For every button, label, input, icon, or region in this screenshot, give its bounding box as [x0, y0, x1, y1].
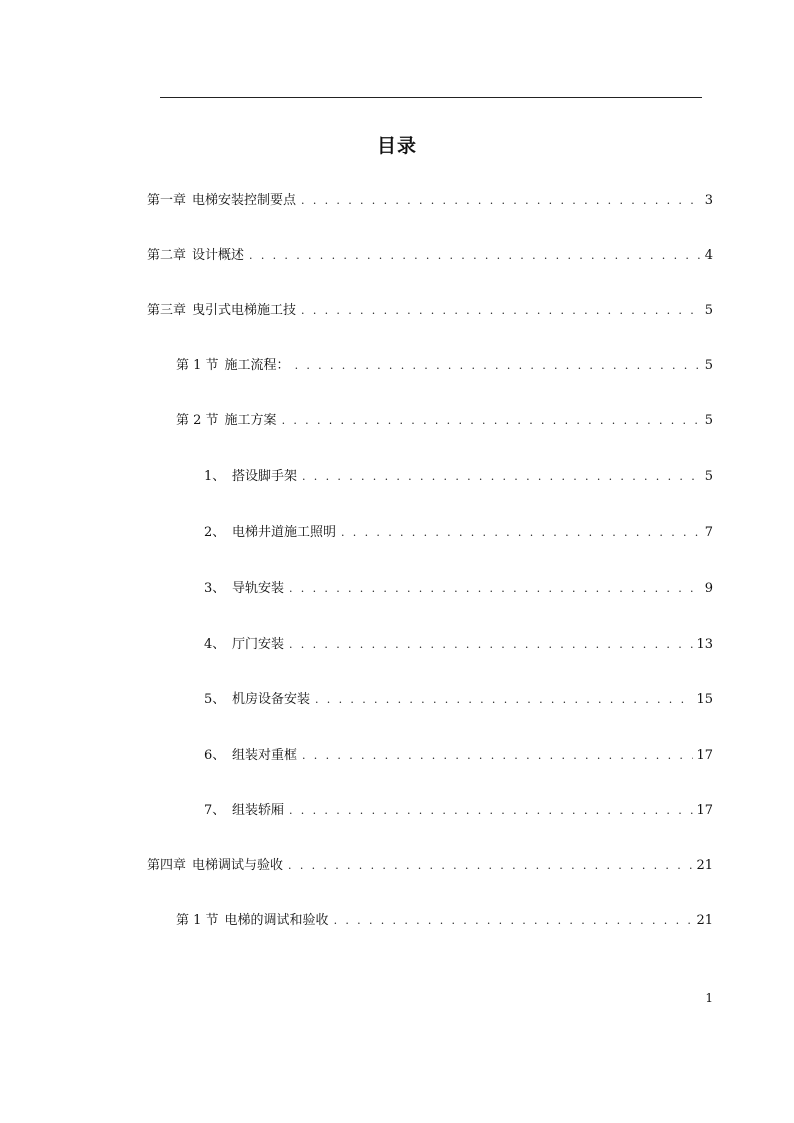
toc-entry-page: 5: [704, 358, 713, 373]
toc-leader-dots: [302, 468, 702, 486]
toc-entry-label: 厅门安装: [232, 637, 285, 652]
toc-leader-dots: [315, 691, 693, 709]
toc-title: 目录: [376, 135, 417, 157]
toc-entry-number: 1、: [204, 469, 226, 484]
toc-entry-item-7[interactable]: [204, 802, 713, 820]
toc-entry-label: 曳引式电梯施工技: [192, 303, 297, 318]
toc-entry-page: 13: [696, 637, 713, 652]
toc-entry-page: 9: [704, 581, 713, 596]
toc-entry-page: 21: [696, 913, 713, 928]
toc-entry-number: 第 1 节: [176, 358, 219, 373]
toc-entry-number: 第四章: [147, 858, 187, 873]
toc-entry-page: 4: [704, 248, 713, 263]
toc-leader-dots: [289, 636, 693, 654]
toc-entry-page: 5: [704, 413, 713, 428]
toc-entry-page: 7: [704, 525, 713, 540]
toc-entry-label: 电梯的调试和验收: [224, 913, 329, 928]
toc-entry-page: 5: [704, 469, 713, 484]
toc-entry-number: 第二章: [147, 248, 187, 263]
toc-entry-section-3-1[interactable]: [176, 357, 713, 375]
toc-leader-dots: [302, 747, 693, 765]
toc-entry-label: 导轨安装: [232, 581, 285, 596]
toc-entry-number: 5、: [204, 692, 226, 707]
toc-entry-label: 施工方案: [224, 413, 277, 428]
toc-entry-number: 3、: [204, 581, 226, 596]
toc-entry-label: 搭设脚手架: [232, 469, 298, 484]
toc-entry-section-4-1[interactable]: [176, 912, 713, 930]
toc-entry-chapter-4[interactable]: [147, 857, 713, 875]
toc-entry-page: 3: [704, 193, 713, 208]
toc-entry-number: 7、: [204, 803, 226, 818]
toc-entry-label: 电梯井道施工照明: [232, 525, 337, 540]
toc-leader-dots: [301, 302, 702, 320]
toc-entry-chapter-1[interactable]: [147, 192, 713, 210]
toc-entry-number: 第 2 节: [176, 413, 219, 428]
toc-entry-number: 2、: [204, 525, 226, 540]
toc-leader-dots: [288, 857, 693, 875]
page-number: 1: [705, 991, 713, 1005]
toc-entry-item-4[interactable]: [204, 636, 713, 654]
toc-entry-item-1[interactable]: [204, 468, 713, 486]
toc-entry-number: 6、: [204, 748, 226, 763]
toc-entry-label: 组装对重框: [232, 748, 298, 763]
toc-entry-number: 第 1 节: [176, 913, 219, 928]
toc-leader-dots: [282, 412, 702, 430]
toc-entry-label: 电梯安装控制要点: [192, 193, 297, 208]
toc-entry-number: 4、: [204, 637, 226, 652]
toc-leader-dots: [295, 357, 702, 375]
toc-leader-dots: [301, 192, 702, 210]
toc-entry-section-3-2[interactable]: [176, 412, 713, 430]
toc-entry-item-5[interactable]: [204, 691, 713, 709]
toc-entry-label: 施工流程：: [224, 358, 290, 373]
toc-entry-page: 21: [696, 858, 713, 873]
toc-entry-item-2[interactable]: [204, 524, 713, 542]
toc-entry-page: 17: [696, 748, 713, 763]
toc-entry-page: 17: [696, 803, 713, 818]
toc-entry-number: 第一章: [147, 193, 187, 208]
toc-entry-label: 机房设备安装: [232, 692, 311, 707]
toc-entry-number: 第三章: [147, 303, 187, 318]
toc-leader-dots: [249, 247, 702, 265]
toc-entry-item-3[interactable]: [204, 580, 713, 598]
toc-entry-item-6[interactable]: [204, 747, 713, 765]
toc-entry-chapter-2[interactable]: [147, 247, 713, 265]
toc-entry-page: 5: [704, 303, 713, 318]
toc-entry-label: 设计概述: [192, 248, 245, 263]
toc-entry-chapter-3[interactable]: [147, 302, 713, 320]
toc-leader-dots: [289, 580, 702, 598]
toc-leader-dots: [289, 802, 693, 820]
toc-entry-label: 组装轿厢: [232, 803, 285, 818]
toc-entry-page: 15: [696, 692, 713, 707]
toc-leader-dots: [334, 912, 694, 930]
toc-entry-label: 电梯调试与验收: [192, 858, 284, 873]
toc-leader-dots: [341, 524, 702, 542]
